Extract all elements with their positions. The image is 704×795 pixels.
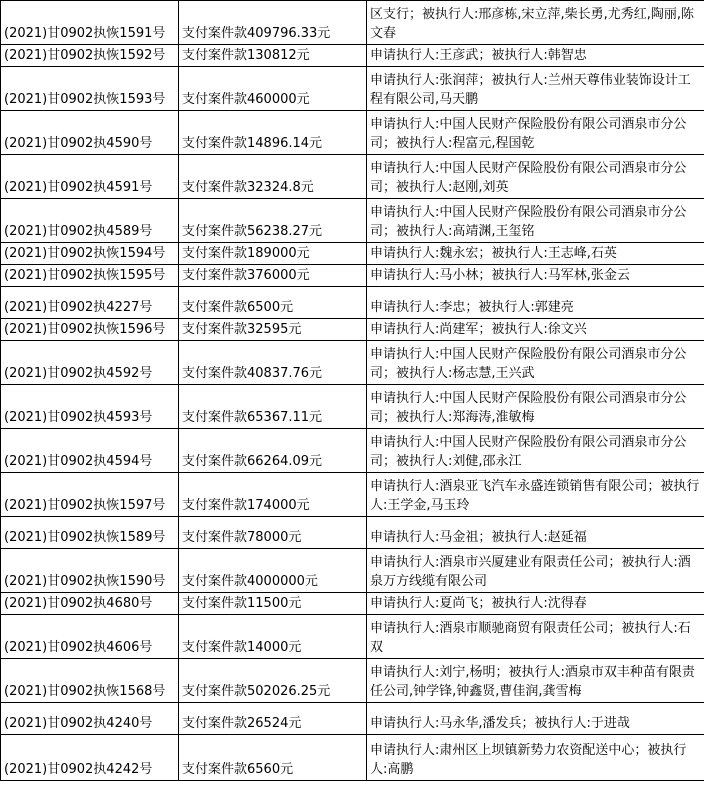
case-number-cell: (2021)甘0902执4593号 [1,385,179,429]
amount-cell: 支付案件款6500元 [179,287,367,319]
table-row [1,243,704,265]
parties-cell: 申请执行人:王彦武；被执行人:韩智忠 [367,45,704,67]
case-number-cell: (2021)甘0902执4680号 [1,593,179,615]
parties-cell: 申请执行人:中国人民财产保险股份有限公司酒泉市分公司；被执行人:高靖渊,王玺铭 [367,199,704,243]
case-number-cell: (2021)甘0902执4590号 [1,111,179,155]
parties-cell: 申请执行人:尚建军；被执行人:徐文兴 [367,319,704,341]
amount-cell: 支付案件款32595元 [179,319,367,341]
table-row [1,473,704,517]
parties-cell: 申请执行人:刘宁,杨明；被执行人:酒泉市双丰种苗有限责任公司,钟学锋,钟鑫贤,曹佳润,龚雪梅 [367,659,704,703]
table-row [1,549,704,593]
table-row [1,67,704,111]
case-number-cell: (2021)甘0902执恢1594号 [1,243,179,265]
parties-cell: 区支行；被执行人:邢彦栋,宋立萍,柴长勇,尤秀红,陶丽,陈文春 [367,1,704,45]
table-row [1,703,704,735]
amount-cell: 支付案件款502026.25元 [179,659,367,703]
case-number-cell: (2021)甘0902执恢1597号 [1,473,179,517]
amount-cell: 支付案件款4000000元 [179,549,367,593]
table-row [1,735,704,781]
table-row [1,517,704,549]
case-number-cell: (2021)甘0902执4591号 [1,155,179,199]
parties-cell: 申请执行人:酒泉市兴厦建业有限责任公司；被执行人:酒泉万方线缆有限公司 [367,549,704,593]
amount-cell: 支付案件款56238.27元 [179,199,367,243]
amount-cell: 支付案件款174000元 [179,473,367,517]
case-number-cell: (2021)甘0902执4592号 [1,341,179,385]
case-number-cell: (2021)甘0902执恢1592号 [1,45,179,67]
table-row [1,199,704,243]
table-row [1,341,704,385]
parties-cell: 申请执行人:酒泉亚飞汽车永盛连锁销售有限公司；被执行人:王学金,马玉玲 [367,473,704,517]
parties-cell: 申请执行人:马金祖；被执行人:赵延福 [367,517,704,549]
parties-cell: 申请执行人:中国人民财产保险股份有限公司酒泉市分公司；被执行人:杨志慧,王兴武 [367,341,704,385]
amount-cell: 支付案件款65367.11元 [179,385,367,429]
parties-cell: 申请执行人:张润萍；被执行人:兰州天尊伟业装饰设计工程有限公司,马天鹏 [367,67,704,111]
parties-cell: 申请执行人:中国人民财产保险股份有限公司酒泉市分公司；被执行人:郑海涛,淮敏梅 [367,385,704,429]
case-number-cell: (2021)甘0902执恢1593号 [1,67,179,111]
amount-cell: 支付案件款409796.33元 [179,1,367,45]
amount-cell: 支付案件款11500元 [179,593,367,615]
parties-cell: 申请执行人:中国人民财产保险股份有限公司酒泉市分公司；被执行人:刘健,邵永江 [367,429,704,473]
table-row [1,319,704,341]
table-row [1,45,704,67]
amount-cell: 支付案件款26524元 [179,703,367,735]
case-number-cell: (2021)甘0902执恢1568号 [1,659,179,703]
parties-cell: 申请执行人:酒泉市顺驰商贸有限责任公司；被执行人:石双 [367,615,704,659]
case-number-cell: (2021)甘0902执恢1595号 [1,265,179,287]
case-number-cell: (2021)甘0902执4589号 [1,199,179,243]
table-row [1,155,704,199]
case-number-cell: (2021)甘0902执4594号 [1,429,179,473]
amount-cell: 支付案件款130812元 [179,45,367,67]
table-row [1,1,704,45]
case-number-cell: (2021)甘0902执4606号 [1,615,179,659]
case-number-cell: (2021)甘0902执4242号 [1,735,179,781]
amount-cell: 支付案件款66264.09元 [179,429,367,473]
parties-cell: 申请执行人:马小林；被执行人:马军林,张金云 [367,265,704,287]
table-row [1,265,704,287]
table-row [1,111,704,155]
amount-cell: 支付案件款376000元 [179,265,367,287]
parties-cell: 申请执行人:魏永宏；被执行人:王志峰,石英 [367,243,704,265]
amount-cell: 支付案件款189000元 [179,243,367,265]
table-row [1,659,704,703]
parties-cell: 申请执行人:中国人民财产保险股份有限公司酒泉市分公司；被执行人:程富元,程国乾 [367,111,704,155]
amount-cell: 支付案件款40837.76元 [179,341,367,385]
parties-cell: 申请执行人:马永华,潘发兵；被执行人:于进哉 [367,703,704,735]
amount-cell: 支付案件款78000元 [179,517,367,549]
case-number-cell: (2021)甘0902执恢1589号 [1,517,179,549]
parties-cell: 申请执行人:夏尚飞；被执行人:沈得春 [367,593,704,615]
case-number-cell: (2021)甘0902执4240号 [1,703,179,735]
amount-cell: 支付案件款14000元 [179,615,367,659]
amount-cell: 支付案件款14896.14元 [179,111,367,155]
case-number-cell: (2021)甘0902执恢1591号 [1,1,179,45]
case-number-cell: (2021)甘0902执恢1590号 [1,549,179,593]
amount-cell: 支付案件款32324.8元 [179,155,367,199]
table-row [1,287,704,319]
table-row [1,429,704,473]
case-number-cell: (2021)甘0902执4227号 [1,287,179,319]
parties-cell: 申请执行人:李忠；被执行人:郭建亮 [367,287,704,319]
table-row [1,593,704,615]
amount-cell: 支付案件款6560元 [179,735,367,781]
amount-cell: 支付案件款460000元 [179,67,367,111]
table-row [1,385,704,429]
parties-cell: 申请执行人:肃州区上坝镇新势力农资配送中心；被执行人:高鹏 [367,735,704,781]
case-number-cell: (2021)甘0902执恢1596号 [1,319,179,341]
table-row [1,615,704,659]
parties-cell: 申请执行人:中国人民财产保险股份有限公司酒泉市分公司；被执行人:赵刚,刘英 [367,155,704,199]
